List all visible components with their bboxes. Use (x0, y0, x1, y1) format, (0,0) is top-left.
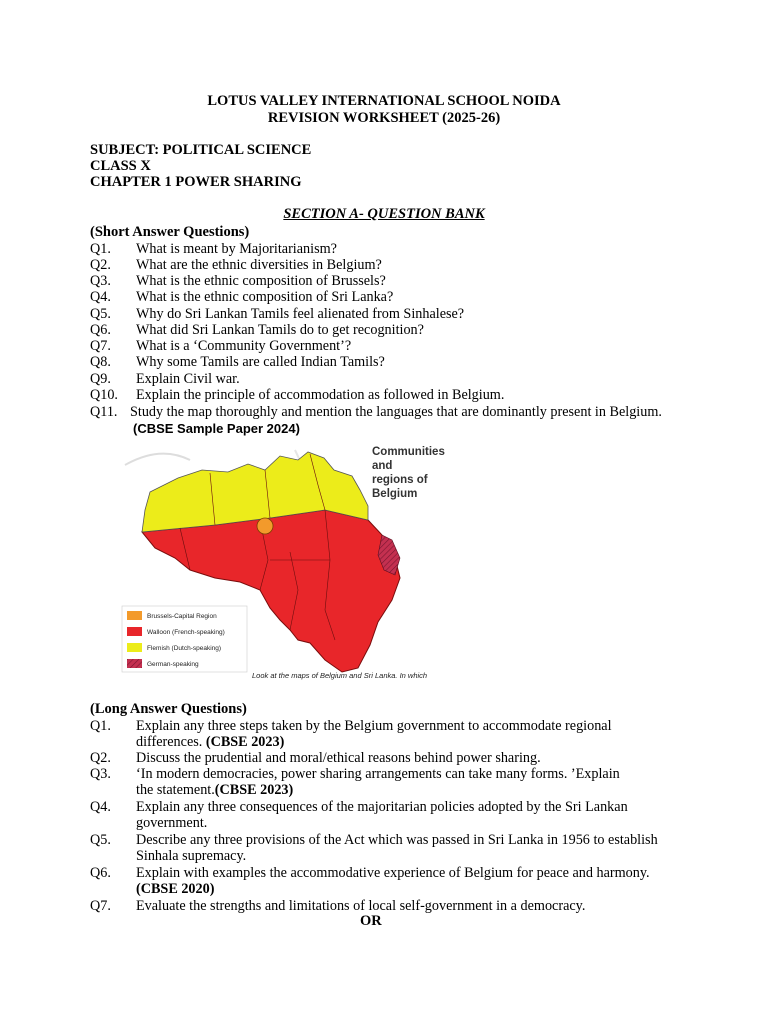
question-number: Q9. (90, 371, 111, 387)
question-number: Q8. (90, 354, 111, 370)
question-line: Sinhala supremacy. (136, 848, 247, 865)
chapter-line: CHAPTER 1 POWER SHARING (90, 174, 302, 190)
question-line: Explain any three consequences of the majoritarian policies adopted by the Sri Lankan (136, 799, 628, 815)
question-number: Q11. (90, 404, 118, 420)
cbse-tag: (CBSE 2020) (136, 881, 215, 898)
question-number: Q7. (90, 898, 111, 914)
watermark-mark (125, 454, 190, 465)
school-name: LOTUS VALLEY INTERNATIONAL SCHOOL NOIDA (207, 93, 561, 109)
map-caption: Look at the maps of Belgium and Sri Lanka. In which (252, 671, 428, 680)
question-number: Q4. (90, 799, 111, 815)
question-text: Why do Sri Lankan Tamils feel alienated from Sinhalese? (136, 306, 465, 322)
cbse-sample-paper-note: (CBSE Sample Paper 2024) (133, 421, 300, 436)
cbse-tag: (CBSE 2023) (202, 734, 285, 751)
short-answer-heading: (Short Answer Questions) (90, 224, 250, 240)
question-text: Study the map thoroughly and mention the languages that are dominantly present in Belgium. (130, 404, 662, 420)
question-text-block (136, 799, 696, 832)
question-text: Why some Tamils are called Indian Tamils? (136, 354, 385, 370)
question-text: Explain the principle of accommodation as followed in Belgium. (136, 387, 505, 403)
question-line: differences. (136, 734, 203, 751)
legend-label: Walloon (French-speaking) (147, 629, 225, 636)
map-title-line: Belgium (372, 488, 418, 500)
question-number: Q3. (90, 273, 111, 289)
long-answer-heading: (Long Answer Questions) (90, 701, 247, 717)
legend-label: Flemish (Dutch-speaking) (147, 645, 222, 652)
map-title-line: regions of (372, 474, 428, 486)
question-line: the statement. (136, 782, 215, 799)
legend-swatch-brussels (127, 611, 142, 620)
legend-label: German-speaking (147, 661, 199, 668)
map-title-line: and (372, 460, 393, 472)
question-line: Describe any three provisions of the Act which was passed in Sri Lanka in 1956 to establish (136, 832, 658, 848)
question-text: What is the ethnic composition of Sri Lanka? (136, 289, 394, 305)
legend-swatch-walloon (127, 627, 142, 636)
section-title: SECTION A- QUESTION BANK (283, 206, 485, 222)
question-line: Explain with examples the accommodative experience of Belgium for peace and harmony. (136, 865, 650, 881)
question-text-block (136, 766, 696, 799)
question-text-block (136, 718, 696, 751)
legend-swatch-flemish (127, 643, 142, 652)
question-line: government. (136, 815, 208, 832)
question-text-block (136, 832, 696, 865)
worksheet-title: REVISION WORKSHEET (2025-26) (267, 110, 501, 126)
question-number: Q3. (90, 766, 111, 782)
question-number: Q2. (90, 257, 111, 273)
question-number: Q7. (90, 338, 111, 354)
question-line: Explain any three steps taken by the Belgium government to accommodate regional (136, 718, 612, 734)
map-title-line: Communities (372, 446, 445, 458)
map-legend (122, 606, 247, 672)
question-number: Q2. (90, 750, 111, 766)
question-number: Q10. (90, 387, 118, 403)
brussels-region (257, 518, 273, 534)
question-line: Evaluate the strengths and limitations of local self-government in a democracy. (136, 898, 586, 914)
legend-swatch-german (127, 659, 142, 668)
question-number: Q5. (90, 832, 111, 848)
question-number: Q1. (90, 718, 111, 734)
question-text: What is a ‘Community Government’? (136, 338, 352, 354)
question-number: Q6. (90, 865, 111, 881)
question-number: Q6. (90, 322, 111, 338)
question-number: Q1. (90, 241, 111, 257)
question-text: What is meant by Majoritarianism? (136, 241, 337, 257)
question-text: Explain Civil war. (136, 371, 240, 387)
cbse-tag: (CBSE 2023) (214, 782, 294, 799)
question-number: Q4. (90, 289, 111, 305)
legend-label: Brussels-Capital Region (147, 613, 217, 620)
belgium-communities-map (120, 440, 450, 685)
or-label: OR (360, 913, 382, 929)
subject-line: SUBJECT: POLITICAL SCIENCE (90, 142, 312, 158)
question-text-block (136, 865, 696, 898)
question-line: ‘In modern democracies, power sharing arrangements can take many forms. ’Explain (136, 766, 620, 782)
class-line: CLASS X (90, 158, 151, 174)
question-text: What is the ethnic composition of Brussels? (136, 273, 386, 289)
question-text: What are the ethnic diversities in Belgium? (136, 257, 382, 273)
question-line: Discuss the prudential and moral/ethical reasons behind power sharing. (136, 750, 541, 766)
question-text: What did Sri Lankan Tamils do to get recognition? (136, 322, 424, 338)
question-number: Q5. (90, 306, 111, 322)
